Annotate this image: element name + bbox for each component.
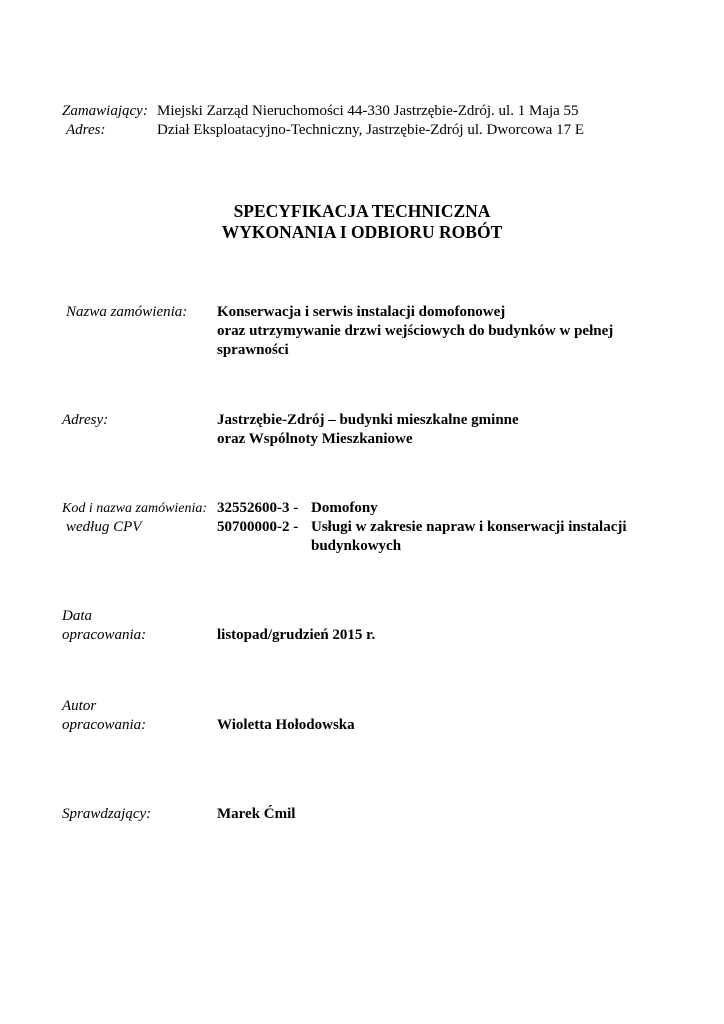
cpv-code: 50700000-2 - (217, 519, 299, 535)
adresy-line: Jastrzębie-Zdrój – budynki mieszkalne gminne (217, 412, 519, 428)
data-value: listopad/grudzień 2015 r. (217, 627, 376, 643)
autor-label-2: opracowania: (62, 717, 147, 733)
autor-value: Wioletta Hołodowska (217, 717, 355, 733)
adres-value: Dział Eksploatacyjno-Techniczny, Jastrzębie-Zdrój ul. Dworcowa 17 E (157, 122, 584, 138)
zamawiajacy-label: Zamawiający: (62, 103, 148, 119)
zamawiajacy-value: Miejski Zarząd Nieruchomości 44-330 Jastrzębie-Zdrój. ul. 1 Maja 55 (157, 103, 579, 119)
data-label-2: opracowania: (62, 627, 147, 643)
cpv-description: Usługi w zakresie napraw i konserwacji instalacji (311, 519, 627, 535)
kod-cpv-label: Kod i nazwa zamówienia: (62, 501, 208, 516)
cpv-description: Domofony (311, 500, 378, 516)
adresy-line: oraz Wspólnoty Mieszkaniowe (217, 431, 413, 447)
sprawdzajacy-value: Marek Ćmil (217, 806, 296, 822)
adresy-label: Adresy: (62, 412, 109, 428)
nazwa-zamowienia-line: sprawności (217, 342, 289, 358)
adres-label: Adres: (66, 122, 106, 138)
nazwa-zamowienia-line: Konserwacja i serwis instalacji domofonowej (217, 304, 506, 320)
autor-label-1: Autor (62, 698, 97, 714)
document-title-line2: WYKONANIA I ODBIORU ROBÓT (221, 222, 503, 242)
nazwa-zamowienia-line: oraz utrzymywanie drzwi wejściowych do budynków w pełnej (217, 323, 614, 339)
document-title-line1: SPECYFIKACJA TECHNICZNA (233, 201, 491, 221)
cpv-description: budynkowych (311, 538, 402, 554)
data-label-1: Data (62, 608, 92, 624)
cpv-code: 32552600-3 - (217, 500, 299, 516)
kod-cpv-label-2: według CPV (66, 519, 142, 535)
nazwa-zamowienia-label: Nazwa zamówienia: (66, 304, 188, 320)
sprawdzajacy-label: Sprawdzający: (62, 806, 152, 822)
